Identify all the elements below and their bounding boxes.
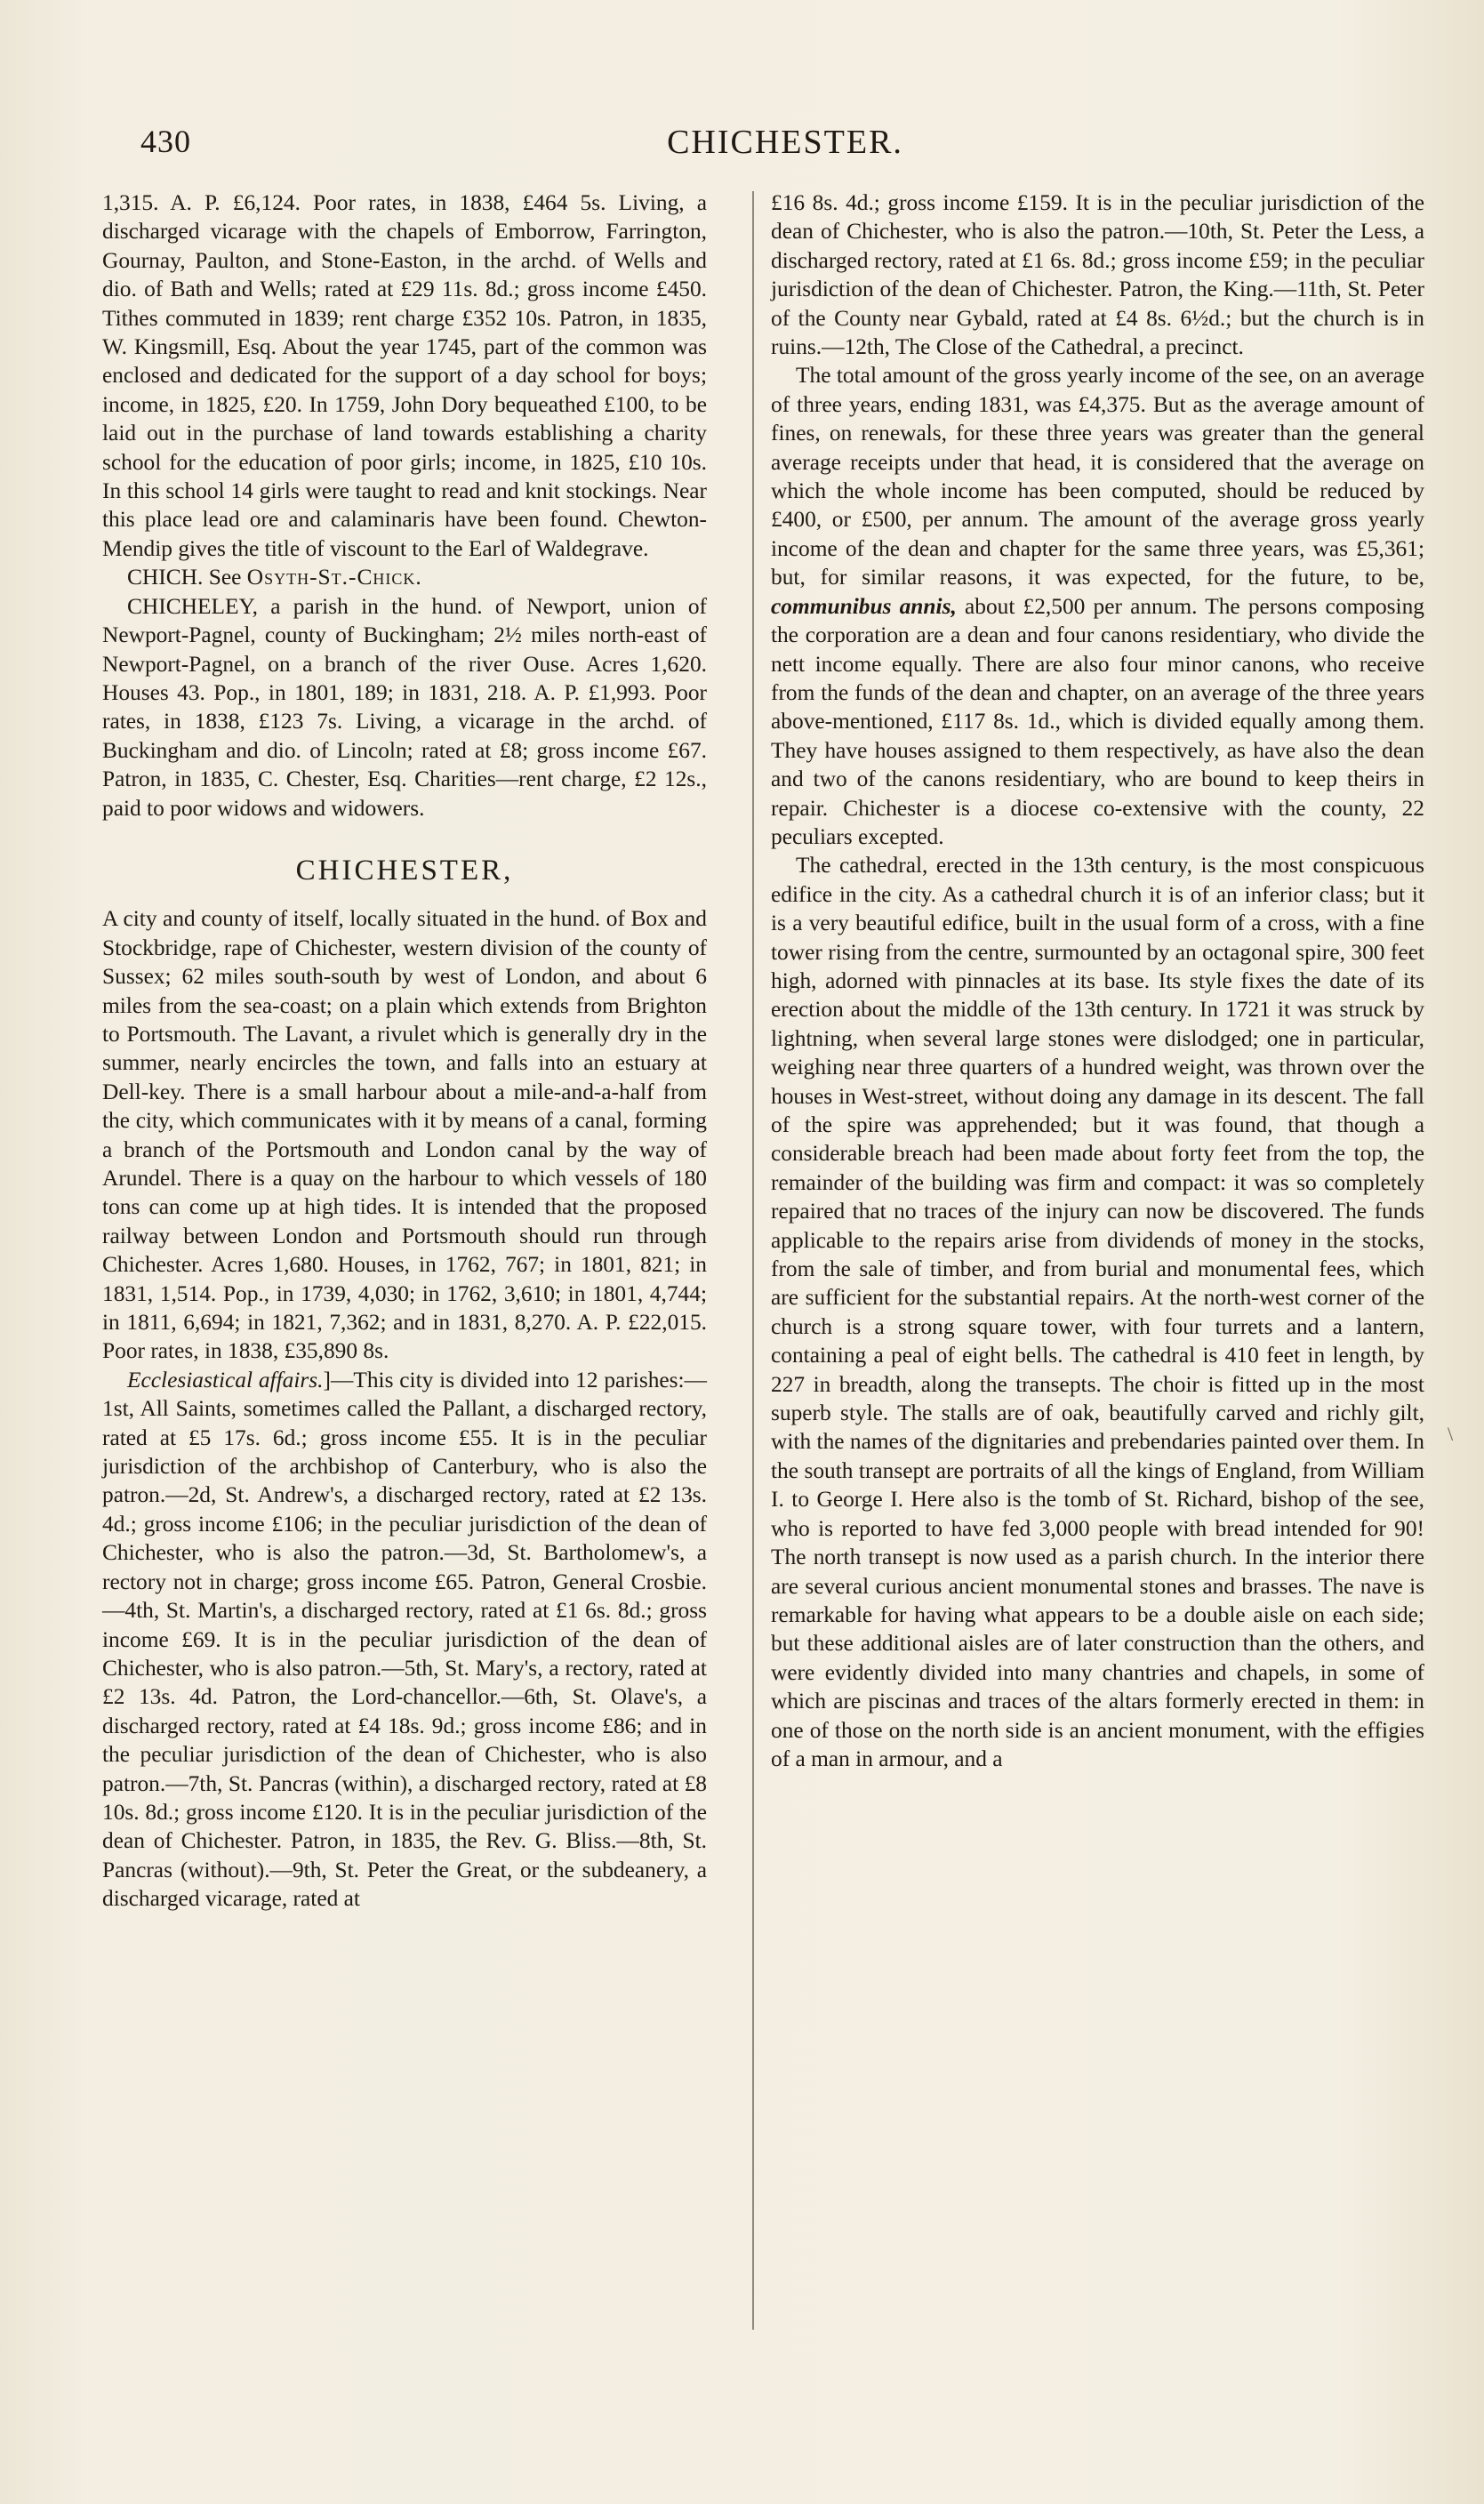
running-title: CHICHESTER. [667, 124, 903, 161]
ecclesiastical-affairs-text: ]—This city is divided into 12 parishes:—1st, All Saints, sometimes called the Pallant, a discharged rectory, rated at £5 17s. 6d.; gross income £55. It is in the peculiar jurisdiction of the archbishop of Canterbury, who is also the patron.—2d, St. Andrew's, a discharged rectory, rated at £2 13s. 4d.; gross income £106; in the peculiar jurisdiction of the dean of Chichester, who is also the patron.—3d, St. Bartholomew's, a rectory not in charge; gross income £65. Patron, General Crosbie.—4th, St. Martin's, a discharged rectory, rated at £1 6s. 8d.; gross income £69. It is in the peculiar jurisdiction of the dean of Chichester, who is also patron.—5th, St. Mary's, a rectory, rated at £2 13s. 4d. Patron, the Lord-chancellor.—6th, St. Olave's, a discharged rectory, rated at £4 18s. 9d.; gross income £86; and in the peculiar jurisdiction of the dean of Chichester, who is also patron.—7th, St. Pancras (within), a discharged rectory, rated at £8 10s. 8d.; gross income £120. It is in the peculiar jurisdiction of the dean of Chichester. Patron, in 1835, the Rev. G. Bliss.—8th, St. Pancras (without).—9th, St. Peter the Great, or the subdeanery, a discharged vicarage, rated at [102, 1367, 707, 1912]
left-column [102, 189, 707, 1914]
page-header [140, 123, 1430, 164]
paragraph-see-income [771, 361, 1424, 851]
right-column [771, 189, 1424, 1773]
cross-reference: Osyth-St.-Chick. [246, 565, 422, 590]
paragraph-chich [102, 563, 707, 591]
paragraph-chewton-mendip-continued: 1,315. A. P. £6,124. Poor rates, in 1838, £464 5s. Living, a discharged vicarage with the chapels of Emborrow, Farrington, Gournay, Paulton, and Stone-Easton, in the archd. of Wells and dio. of Bath and Wells; rated at £29 11s. 8d.; gross income £450. Tithes commuted in 1839; rent charge £352 10s. Patron, in 1835, W. Kingsmill, Esq. About the year 1745, part of the common was enclosed and dedicated for the support of a day school for boys; income, in 1825, £20. In 1759, John Dory bequeathed £100, to be laid out in the purchase of land towards establishing a charity school for the education of poor girls; income, in 1825, £10 10s. In this school 14 girls were taught to read and knit stockings. Near this place lead ore and calaminaris have been found. Chewton-Mendip gives the title of viscount to the Earl of Waldegrave. [102, 190, 707, 561]
paragraph-chichester-intro: A city and county of itself, locally situated in the hund. of Box and Stockbridge, rape of Chichester, western division of the county of Sussex; 62 miles south-south by west of London, and about 6 miles from the sea-coast; on a plain which extends from Brighton to Portsmouth. The Lavant, a rivulet which is generally dry in the summer, nearly encircles the town, and falls into an estuary at Dell-key. There is a small harbour about a mile-and-a-half from the city, which communicates with it by means of a canal, forming a branch of the Portsmouth and London canal by the way of Arundel. There is a quay on the harbour to which vessels of 180 tons can come up at high tides. It is intended that the proposed railway between London and Portsmouth should run through Chichester. Acres 1,680. Houses, in 1762, 767; in 1801, 821; in 1831, 1,514. Pop., in 1739, 4,030; in 1762, 3,610; in 1801, 4,744; in 1811, 6,694; in 1821, 7,362; and in 1831, 8,270. A. P. £22,015. Poor rates, in 1838, £35,890 8s. [102, 906, 707, 1364]
column-divider [752, 191, 754, 2330]
see-word: See [208, 565, 242, 590]
margin-mark: \ [1448, 1423, 1454, 1445]
paragraph-cathedral: The cathedral, erected in the 13th century, is the most conspicuous edifice in the city. As a cathedral church it is of an inferior class; but it is a very beautiful edifice, built in the usual form of a cross, with a fine tower rising from the centre, surmounted by an octagonal spire, 300 feet high, adorned with pinnacles at its base. Its style fixes the date of its erection about the middle of the 13th century. In 1721 it was struck by lightning, when several large stones were dislodged; one in particular, weighing near three quarters of a hundred weight, was thrown over the houses in West-street, without doing any damage in its descent. The fall of the spire was apprehended; but it was found, that though a considerable breach had been made about forty feet from the top, the remainder of the building was firm and compact: it was so completely repaired that no traces of the injury can now be discovered. The funds applicable to the repairs arise from dividends of money in the stocks, from the sale of timber, and from burial and monumental fees, which are sufficient for the substantial repairs. At the north-west corner of the church is a strong square tower, with four turrets and a lantern, containing a peal of eight bells. The cathedral is 410 feet in length, by 227 in breadth, along the transepts. The choir is fitted up in the most superb style. The stalls are of oak, beautifully carved and richly gilt, with the names of the dignitaries and prebendaries painted over them. In the south transept are portraits of all the kings of England, from William I. to George I. Here also is the tomb of St. Richard, bishop of the see, who is reported to have fed 3,000 people with bread intended for 90! The north transept is now used as a parish church. In the interior there are several curious ancient monumental stones and brasses. The nave is remarkable for having what appears to be a double aisle on each side; but these additional aisles are of later construction than the others, and were evidently divided into many chantries and chapels, in some of which are piscinas and traces of the altars formerly erected in them: in one of those on the north side is an ancient monument, with the effigies of a man in armour, and a [771, 853, 1424, 1771]
ecclesiastical-affairs-label: Ecclesiastical affairs. [127, 1367, 324, 1392]
latin-phrase: communibus annis, [771, 593, 957, 619]
paragraph-ecclesiastical-affairs [102, 1366, 707, 1914]
entry-head-chich: CHICH. [127, 565, 204, 590]
see-income-text-b: about £2,500 per annum. The persons composing the corporation are a dean and four canons residentiary, who divide the nett income equally. There are also four minor canons, who receive from the funds of the dean and chapter, on an average of the three years above-mentioned, £117 8s. 1d., which is divided equally among them. They have houses assigned to them respectively, as have also the dean and two of the canons residentiary, who are bound to keep theirs in repair. Chichester is a diocese co-extensive with the county, 22 peculiars excepted. [771, 593, 1424, 849]
paragraph-chicheley: CHICHELEY, a parish in the hund. of Newport, union of Newport-Pagnel, county of Buckingham; 2½ miles north-east of Newport-Pagnel, on a branch of the river Ouse. Acres 1,620. Houses 43. Pop., in 1801, 189; in 1831, 218. A. P. £1,993. Poor rates, in 1838, £123 7s. Living, a vicarage in the archd. of Buckingham and dio. of Lincoln; rated at £8; gross income £67. Patron, in 1835, C. Chester, Esq. Charities—rent charge, £2 12s., paid to poor widows and widowers. [102, 593, 707, 821]
page-number: 430 [140, 124, 191, 159]
see-income-text-a: The total amount of the gross yearly income of the see, on an average of three years, ending 1831, was £4,375. But as the average amount of fines, on renewals, for these three years was greater than the general average receipts under that head, it is considered that the average on which the whole income has been computed, should be reduced by £400, or £500, per annum. The amount of the average gross yearly income of the dean and chapter for the same three years, was £5,361; but, for similar reasons, it was expected, for the future, to be, [771, 363, 1424, 590]
section-heading-chichester: CHICHESTER, [295, 854, 514, 887]
paragraph-parishes-continued: £16 8s. 4d.; gross income £159. It is in the peculiar jurisdiction of the dean of Chichester, who is also the patron.—10th, St. Peter the Less, a discharged rectory, rated at £1 6s. 8d.; gross income £59; in the peculiar jurisdiction of the dean of Chichester. Patron, the King.—11th, St. Peter of the County near Gybald, rated at £4 8s. 6½d.; but the church is in ruins.—12th, The Close of the Cathedral, a precinct. [771, 190, 1424, 360]
